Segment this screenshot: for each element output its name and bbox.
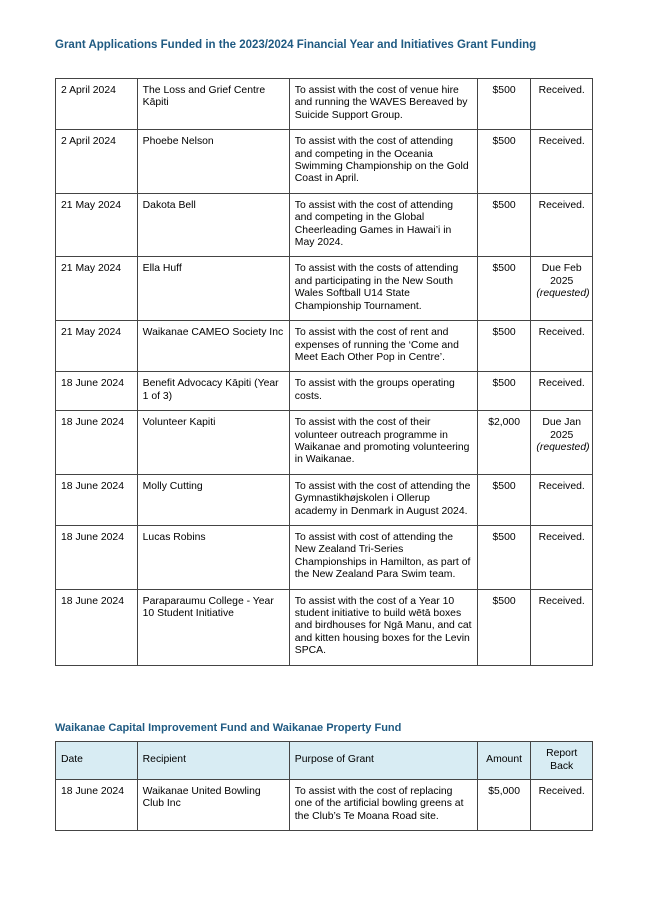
cell-report-back: Due Feb 2025 (requested) — [531, 257, 593, 321]
cell-report-back: Received. — [531, 79, 593, 130]
cell-date: 18 June 2024 — [56, 780, 138, 831]
cell-amount: $500 — [477, 474, 531, 525]
cell-purpose: To assist with the cost of replacing one of the artificial bowling greens at the Club’s Te Moana Road site. — [289, 780, 477, 831]
report-note: (requested) — [536, 441, 590, 453]
cell-purpose: To assist with the cost of attending and competing in the Oceania Swimming Championship on the Gold Coast in April. — [289, 130, 477, 194]
table-header-row — [56, 742, 593, 780]
cell-purpose: To assist with the cost of their volunteer outreach programme in Waikanae and promoting volunteering in Waikanae. — [289, 411, 477, 475]
cell-report-back: Due Jan 2025 (requested) — [531, 411, 593, 475]
cell-report-back: Received. — [531, 372, 593, 411]
header-amount: Amount — [477, 742, 531, 780]
report-note: (requested) — [536, 288, 590, 300]
cell-date: 21 May 2024 — [56, 193, 138, 257]
table-row — [56, 193, 593, 257]
cell-report-back: Received. — [531, 780, 593, 831]
cell-report-back: Received. — [531, 474, 593, 525]
cell-recipient: Volunteer Kapiti — [137, 411, 289, 475]
cell-recipient: Molly Cutting — [137, 474, 289, 525]
cell-recipient: Waikanae CAMEO Society Inc — [137, 321, 289, 372]
cell-purpose: To assist with cost of attending the New Zealand Tri-Series Championships in Hamilton, as part of the New Zealand Para Swim team. — [289, 525, 477, 589]
cell-purpose: To assist with the cost of attending the Gymnastikhøjskolen i Ollerup academy in Denmark in August 2024. — [289, 474, 477, 525]
cell-purpose: To assist with the cost of attending and competing in the Global Cheerleading Games in Hawai’i in May 2024. — [289, 193, 477, 257]
grants-table-body — [56, 79, 593, 666]
table-row — [56, 589, 593, 665]
table-row — [56, 474, 593, 525]
cell-purpose: To assist with the cost of venue hire and running the WAVES Bereaved by Suicide Support Group. — [289, 79, 477, 130]
cell-date: 18 June 2024 — [56, 589, 138, 665]
cell-amount: $500 — [477, 130, 531, 194]
cell-date: 2 April 2024 — [56, 79, 138, 130]
cell-amount: $500 — [477, 79, 531, 130]
cell-recipient: Paraparaumu College - Year 10 Student Initiative — [137, 589, 289, 665]
cell-purpose: To assist with the cost of rent and expenses of running the ‘Come and Meet Each Other Pop in Centre’. — [289, 321, 477, 372]
cell-purpose: To assist with the groups operating costs. — [289, 372, 477, 411]
cell-amount: $500 — [477, 525, 531, 589]
cell-recipient: Waikanae United Bowling Club Inc — [137, 780, 289, 831]
cell-date: 21 May 2024 — [56, 321, 138, 372]
header-recipient: Recipient — [137, 742, 289, 780]
cell-purpose: To assist with the cost of a Year 10 student initiative to build wētā boxes and birdhouses for Ngā Manu, and cat and kitten housing boxes for the Levin SPCA. — [289, 589, 477, 665]
section2-title: Waikanae Capital Improvement Fund and Waikanae Property Fund — [55, 722, 402, 734]
cell-date: 2 April 2024 — [56, 130, 138, 194]
table-row — [56, 411, 593, 475]
capital-fund-table — [55, 741, 593, 831]
cell-purpose: To assist with the costs of attending and participating in the New South Wales Softball U14 State Championship Tournament. — [289, 257, 477, 321]
cell-date: 18 June 2024 — [56, 411, 138, 475]
cell-recipient: Lucas Robins — [137, 525, 289, 589]
header-report-back: Report Back — [531, 742, 593, 780]
table-row — [56, 130, 593, 194]
cell-recipient: Phoebe Nelson — [137, 130, 289, 194]
table-row — [56, 780, 593, 831]
cell-recipient: Ella Huff — [137, 257, 289, 321]
cell-report-back: Received. — [531, 321, 593, 372]
cell-amount: $500 — [477, 372, 531, 411]
cell-amount: $500 — [477, 589, 531, 665]
cell-amount: $500 — [477, 321, 531, 372]
capital-fund-table-body — [56, 780, 593, 831]
cell-amount: $500 — [477, 257, 531, 321]
cell-date: 18 June 2024 — [56, 372, 138, 411]
table-row — [56, 79, 593, 130]
header-purpose: Purpose of Grant — [289, 742, 477, 780]
cell-amount: $2,000 — [477, 411, 531, 475]
cell-report-back: Received. — [531, 130, 593, 194]
grants-table — [55, 78, 593, 666]
header-date: Date — [56, 742, 138, 780]
cell-amount: $500 — [477, 193, 531, 257]
cell-recipient: Benefit Advocacy Kāpiti (Year 1 of 3) — [137, 372, 289, 411]
table-row — [56, 525, 593, 589]
cell-report-back: Received. — [531, 525, 593, 589]
cell-amount: $5,000 — [477, 780, 531, 831]
table-row — [56, 257, 593, 321]
table-row — [56, 372, 593, 411]
cell-date: 18 June 2024 — [56, 525, 138, 589]
cell-date: 21 May 2024 — [56, 257, 138, 321]
cell-recipient: Dakota Bell — [137, 193, 289, 257]
table-row — [56, 321, 593, 372]
section1-title: Grant Applications Funded in the 2023/2024 Financial Year and Initiatives Grant Funding — [55, 39, 537, 51]
cell-report-back: Received. — [531, 589, 593, 665]
cell-report-back: Received. — [531, 193, 593, 257]
cell-date: 18 June 2024 — [56, 474, 138, 525]
cell-recipient: The Loss and Grief Centre Kāpiti — [137, 79, 289, 130]
